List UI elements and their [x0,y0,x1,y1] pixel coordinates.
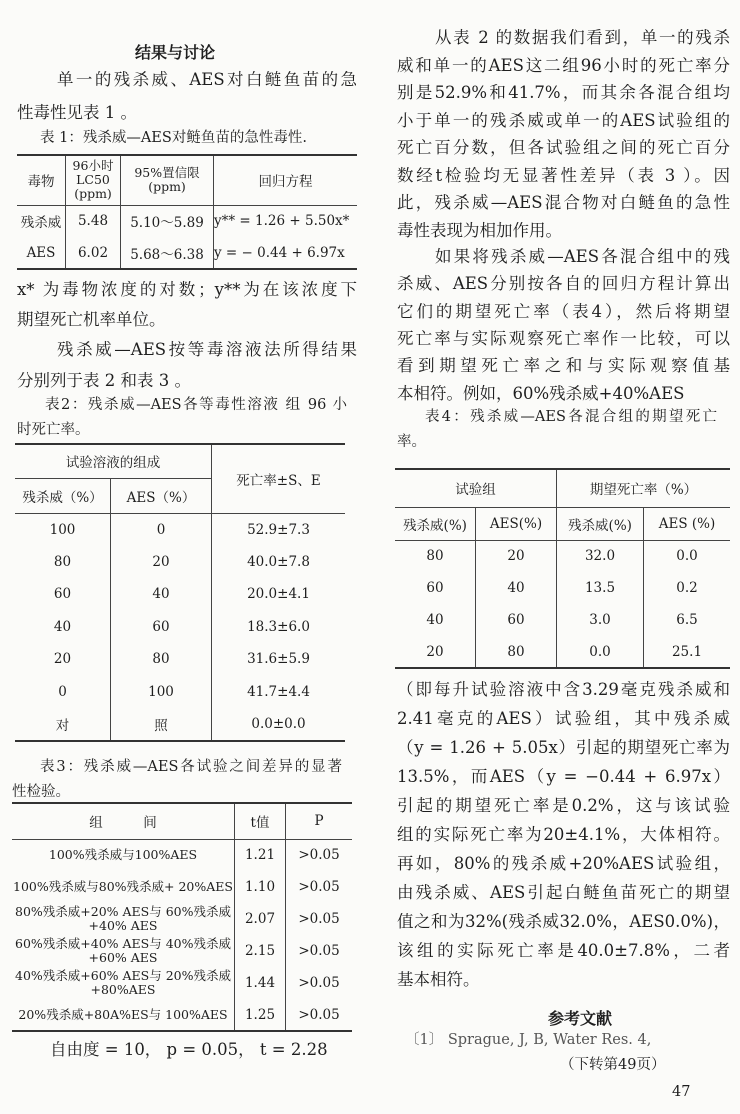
table1 [17,154,357,270]
cell: y = − 0.44 + 6.97x [214,237,358,269]
cell: 5.48 [66,205,121,237]
cell: 100%残杀威与100%AES [48,847,198,863]
cell: 60%残杀威+40% AES与 40%残杀威+60% AES [15,936,231,965]
table2 [15,443,345,742]
cell: 对 [55,717,70,734]
paragraph-line: 单一的残杀威、AES对白鲢鱼苗的急 [57,70,357,89]
table1-header: 毒物 [27,174,55,191]
cell: 1.25 [235,999,286,1031]
paragraph-line: 该组的实际死亡率是40.0±7.8%，二者 [397,941,730,960]
cell: 照 [111,708,212,741]
paragraph-line: 威和单一的AES这二组96小时的死亡率分 [397,55,730,75]
table4-header: AES(%) [476,507,557,540]
table3-header: P [286,803,353,839]
paragraph-line: 别是52.9%和41.7%，而其余各混合组均 [397,83,730,102]
cell: 80 [53,553,72,570]
cell: 100 [111,676,212,709]
cell: y** = 1.26 + 5.50x* [214,205,358,237]
table-row [395,604,730,636]
table1-note-line: x* 为毒物浓度的对数；y**为在该浓度下 [17,280,357,299]
cell: 6.5 [644,604,731,636]
table1-note-line: 期望死亡机率单位。 [17,310,166,329]
paragraph-line: 引起的期望死亡率是0.2%，这与该试验 [397,796,730,815]
paragraph-line: 数经t检验均无显著性差异（表 3 ）。因 [397,165,730,185]
paragraph-line: （y = 1.26 + 5.05x）引起的期望死亡率为 [397,738,730,757]
cell: AES [26,244,56,261]
cell: 2.07 [235,903,286,935]
cell: 残杀威 [20,215,62,232]
paragraph-line: 毒性表现为相加作用。 [397,220,562,240]
table-row [12,999,352,1031]
cell: 40%残杀威+60% AES与 20%残杀威+80%AES [15,968,231,997]
table4-header: 残杀威(%) [403,517,467,534]
table-row [12,903,352,935]
paragraph-line: 死亡百分数，但各试验组之间的死亡百分 [397,138,730,157]
table4-caption-line: 率。 [397,434,426,450]
table2-group-header: 试验溶液的组成 [15,444,212,478]
cell: 60 [53,586,72,603]
table4-header: 残杀威(%) [557,507,644,540]
paragraph-line: 如果将残杀威—AES各混合组中的残 [435,247,730,266]
paragraph-line: 看到期望死亡率之和与实际观察值基 [397,356,730,376]
table-row [395,572,730,604]
references-heading: 参考文献 [548,1009,613,1028]
cell: 1.10 [235,871,286,903]
table4-group-header: 试验组 [395,469,557,507]
paragraph-line: 此，残杀威—AES混合物对白鲢鱼的急性 [397,193,730,212]
cell: 60 [426,580,444,596]
cell: 40 [53,618,72,635]
table3 [12,802,352,1032]
paragraph-line: 由残杀威、AES引起白鲢鱼苗死亡的期望 [397,883,730,902]
paragraph-line: 小于单一的残杀威或单一的AES试验组的 [397,110,730,130]
table1-header: 96小时 LC50 (ppm) [66,155,121,205]
cell: >0.05 [286,967,353,999]
table2-header: 死亡率±S、E [212,444,346,513]
table3-header: t值 [235,803,286,839]
cell: >0.05 [286,935,353,967]
paragraph-line: 基本相符。 [397,970,480,989]
paragraph-line: 再如，80%的残杀威+20%AES试验组， [397,854,730,873]
cell: 32.0 [557,540,644,572]
table3-block [12,802,352,1060]
table-row [15,578,345,611]
cell: >0.05 [286,871,353,903]
cell: 20 [426,643,444,660]
paragraph-line: （即每升试验溶液中含3.29毫克残杀威和 [397,680,730,699]
cell: 80 [426,548,444,565]
table1-header: 回归方程 [214,155,358,205]
paragraph-line: 值之和为32%(残杀威32.0%，AES0.0%)， [397,912,730,931]
continued-note: （下转第49页） [560,1057,666,1073]
cell: 1.21 [235,839,286,871]
paragraph-line: 分别列于表 2 和表 3 。 [17,371,191,390]
cell: 20 [476,540,557,572]
paragraph-line: 本相符。例如，60%残杀威+40%AES [397,383,685,403]
cell: 60 [111,611,212,644]
cell: 80 [476,636,557,668]
cell: >0.05 [286,839,353,871]
table2-header: AES（%） [111,478,212,513]
table3-footnote: 自由度 = 10， p = 0.05， t = 2.28 [50,1040,328,1059]
cell: 25.1 [644,636,731,668]
table4-header: AES (%) [644,507,731,540]
cell: 20 [111,546,212,579]
table-row [395,636,730,668]
page-number: 47 [672,1084,691,1100]
cell: 40 [111,578,212,611]
cell: 60 [476,604,557,636]
cell: 18.3±6.0 [212,611,346,644]
table-row [15,611,345,644]
cell: 0 [58,683,67,700]
table4-caption-line: 表4：残杀威—AES各混合组的期望死亡 [425,409,717,425]
cell: 0.0±0.0 [212,708,346,741]
table3-header: 组 间 [89,815,157,832]
table-row [12,871,352,903]
paragraph-line: 残杀威—AES按等毒溶液法所得结果 [57,340,357,359]
cell: 100 [49,521,76,538]
cell: 3.0 [557,604,644,636]
table2-caption-line: 表2：残杀威—AES各等毒性溶液 组 96 小 [45,397,347,413]
cell: 52.9±7.3 [212,513,346,546]
paragraph-line: 死亡率与实际观察死亡率作一比较，可以 [397,328,730,348]
cell: 0.2 [644,572,731,604]
cell: 1.44 [235,967,286,999]
table1-caption: 表 1：残杀威—AES对鲢鱼苗的急性毒性. [40,130,307,146]
table-row [395,540,730,572]
cell: 100%残杀威与80%残杀威+ 20%AES [13,879,233,894]
cell: 0 [111,513,212,546]
table2-caption-line: 时死亡率。 [17,422,90,438]
paragraph-line: 性毒性见表 1 。 [17,103,137,122]
table-row [12,967,352,999]
cell: 20%残杀威+80A%ES与 100%AES [18,1006,228,1022]
cell: 0.0 [557,636,644,668]
paragraph-line: 从表 2 的数据我们看到，单一的残杀 [435,28,730,47]
cell: 5.10～5.89 [121,205,214,237]
table-row [15,676,345,709]
table-row [17,205,357,237]
table3-caption-line: 性检验。 [12,784,70,800]
cell: 40.0±7.8 [212,546,346,579]
cell: 80 [111,643,212,676]
cell: >0.05 [286,903,353,935]
paragraph-line: 13.5%，而AES（y = −0.44 + 6.97x） [397,767,730,786]
table-row [15,546,345,579]
cell: 20 [53,651,72,668]
table-row [15,708,345,741]
cell: 2.15 [235,935,286,967]
cell: 6.02 [66,237,121,269]
cell: 5.68～6.38 [121,237,214,269]
table4 [395,468,730,669]
table-row [17,237,357,269]
cell: 40 [426,612,444,628]
table-row [15,513,345,546]
cell: 13.5 [557,572,644,604]
paragraph-line: 组的实际死亡率为20±4.1%，大体相符。 [397,825,730,844]
table-row [12,839,352,871]
table4-group-header: 期望死亡率（%） [557,469,731,507]
cell: 80%残杀威+20% AES与 60%残杀威+40% AES [15,904,231,933]
reference-item: 〔1〕 Sprague, J, B, Water Res. 4, [405,1032,652,1048]
cell: 40 [476,572,557,604]
table1-header: 95%置信限 (ppm) [121,155,214,205]
cell: >0.05 [286,999,353,1031]
table3-caption-line: 表3：残杀威—AES各试验之间差异的显著 [40,759,342,775]
cell: 31.6±5.9 [212,643,346,676]
paragraph-line: 2.41毫克的AES）试验组，其中残杀威 [397,709,730,728]
section-heading: 结果与讨论 [135,43,216,62]
table-row [15,643,345,676]
cell: 20.0±4.1 [212,578,346,611]
table2-header: 残杀威（%） [22,489,103,506]
cell: 41.7±4.4 [212,676,346,709]
paragraph-line: 杀威、AES分别按各自的回归方程计算出 [397,274,730,294]
paragraph-line: 它们的期望死亡率（表4），然后将期望 [397,301,730,321]
cell: 0.0 [644,540,731,572]
table-row [12,935,352,967]
